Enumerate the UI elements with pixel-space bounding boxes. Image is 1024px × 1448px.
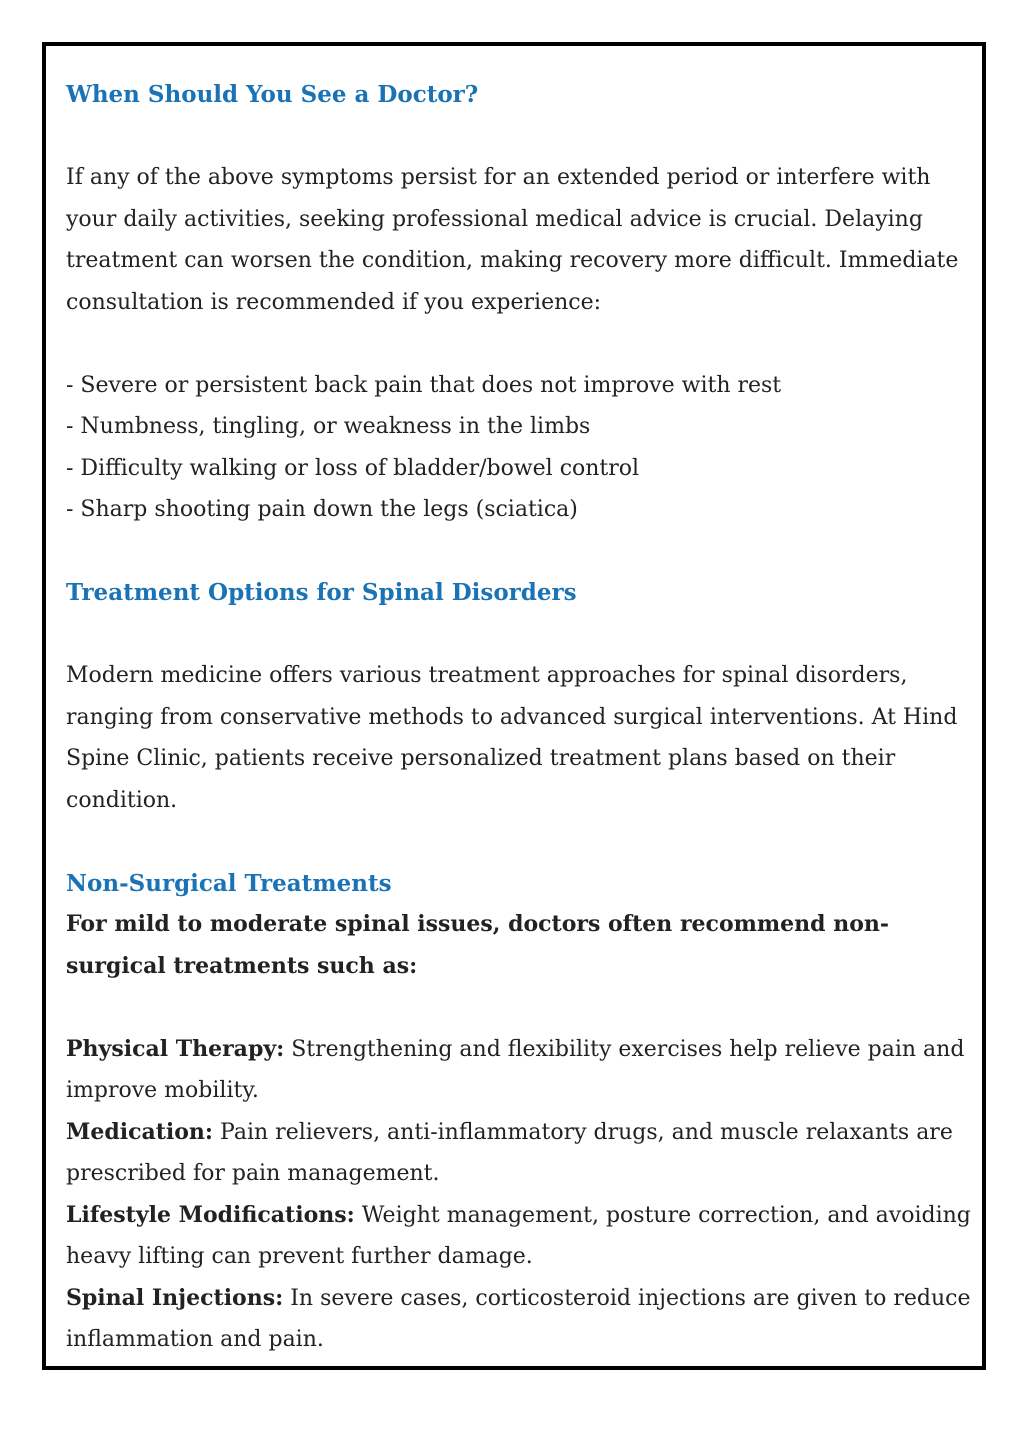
treatment-description: Pain relievers, anti-inflammatory drugs, and muscle relaxants are prescribed for pain management. xyxy=(66,1119,953,1186)
spacer xyxy=(66,987,976,1029)
document-body xyxy=(66,74,976,1361)
spacer xyxy=(66,821,976,863)
treatment-term: Lifestyle Modifications: xyxy=(66,1201,355,1228)
treatment-item-medication xyxy=(66,1112,976,1195)
paragraph-non-surgical-lead: For mild to moderate spinal issues, doctors often recommend non-surgical treatments such as: xyxy=(66,911,890,979)
treatment-description: Weight management, posture correction, and avoiding heavy lifting can prevent further damage. xyxy=(66,1202,971,1269)
page-frame xyxy=(42,42,986,1370)
list-item-symptom-1: - Severe or persistent back pain that does not improve with rest xyxy=(66,372,782,398)
spacer xyxy=(66,531,976,573)
heading-non-surgical: Non-Surgical Treatments xyxy=(66,869,392,897)
treatment-term: Spinal Injections: xyxy=(66,1284,284,1311)
treatment-item-spinal-injections xyxy=(66,1278,976,1361)
treatment-item-physical-therapy xyxy=(66,1029,976,1112)
treatment-term: Medication: xyxy=(66,1118,214,1145)
treatment-item-lifestyle xyxy=(66,1195,976,1278)
list-item-symptom-4: - Sharp shooting pain down the legs (sciatica) xyxy=(66,497,578,522)
spacer xyxy=(66,614,976,656)
spacer xyxy=(66,116,976,158)
heading-see-doctor: When Should You See a Doctor? xyxy=(66,81,479,108)
treatment-description: In severe cases, corticosteroid injections are given to reduce inflammation and pain. xyxy=(66,1285,971,1352)
treatment-description: Strengthening and flexibility exercises help relieve pain and improve mobility. xyxy=(66,1036,965,1103)
list-item-symptom-3: - Difficulty walking or loss of bladder/bowel control xyxy=(66,455,640,481)
spacer xyxy=(66,323,976,365)
paragraph-treatment-intro: Modern medicine offers various treatment approaches for spinal disorders, ranging from conservative methods to advanced surgical interventions. At Hind Spine Clinic, patients receive personalized treatment plans based on their condition. xyxy=(66,663,958,813)
paragraph-doctor-intro: If any of the above symptoms persist for an extended period or interfere with your daily activities, seeking professional medical advice is crucial. Delaying treatment can worsen the condition, making recovery more difficult. Immediate consultation is recommended if you experience: xyxy=(66,165,959,315)
treatment-term: Physical Therapy: xyxy=(66,1035,285,1062)
list-item-symptom-2: - Numbness, tingling, or weakness in the limbs xyxy=(66,414,591,439)
heading-treatment-options: Treatment Options for Spinal Disorders xyxy=(66,579,577,606)
